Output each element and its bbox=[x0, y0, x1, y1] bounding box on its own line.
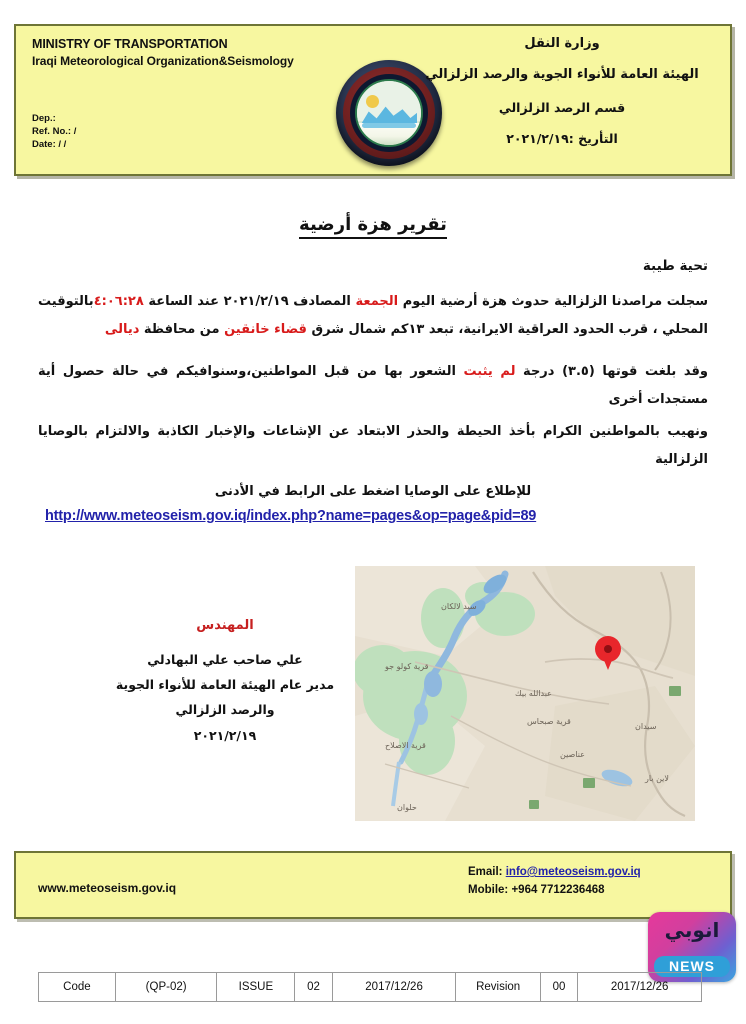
epicenter-map[interactable] bbox=[355, 566, 695, 821]
cell-revision-label: Revision bbox=[456, 973, 540, 1002]
table-row bbox=[39, 973, 702, 1002]
cell-code-label: Code bbox=[39, 973, 116, 1002]
department-name-ar: قسم الرصد الزلزالي bbox=[498, 100, 626, 115]
organization-name-ar: الهيئة العامة للأنواء الجوية والرصد الزلزالي bbox=[425, 67, 699, 82]
cell-revision-number: 00 bbox=[540, 973, 577, 1002]
report-paragraph-magnitude bbox=[38, 358, 708, 414]
p1-weekday-highlight: الجمعة bbox=[355, 294, 399, 309]
p3-text-b: الشعور بها من قبل المواطنين،وسنوافيكم في حالة حصول أية مستجدات أخرى bbox=[38, 364, 708, 407]
signer-name: علي صاحب علي البهادلي bbox=[147, 652, 303, 667]
map-label: سيد لالكان bbox=[441, 602, 477, 611]
cell-issue-date: 2017/12/26 bbox=[332, 973, 456, 1002]
signer-role: المهندس bbox=[196, 618, 254, 633]
footer-mobile-label: Mobile: bbox=[468, 884, 512, 896]
document-control-table bbox=[38, 972, 702, 1002]
footer-email-row bbox=[468, 863, 641, 881]
page-title bbox=[0, 214, 746, 235]
signature-block bbox=[100, 618, 350, 743]
footer-contact-box bbox=[14, 851, 732, 919]
p2-text-b: من محافظة bbox=[139, 322, 225, 337]
ref-no-field: Ref. No.: / bbox=[32, 126, 77, 137]
p1-text-a: سجلت مراصدنا الزلزالية حدوث هزة أرضية اليوم bbox=[398, 294, 708, 309]
ministry-name-line: MINISTRY OF TRANSPORTATION bbox=[32, 37, 228, 51]
footer-mobile-row bbox=[468, 881, 641, 899]
guidance-link[interactable]: http://www.meteoseism.gov.iq/index.php?name=pages&op=page&pid=89 bbox=[45, 508, 537, 524]
map-pin-dot bbox=[604, 645, 612, 653]
report-paragraph-event bbox=[38, 288, 708, 344]
p2-governorate-highlight: ديالى bbox=[104, 322, 140, 337]
ministry-heading-ar bbox=[412, 36, 712, 146]
organization-name-line: Iraqi Meteorological Organization&Seismology bbox=[32, 54, 294, 68]
footer-contact-details bbox=[468, 863, 641, 899]
map-label: لاين بار bbox=[645, 774, 669, 783]
map-label: سيدان bbox=[635, 722, 657, 731]
map-pin-icon[interactable] bbox=[595, 636, 621, 670]
news-logo-arabic: انوبي bbox=[664, 918, 720, 942]
cell-issue-label: ISSUE bbox=[217, 973, 295, 1002]
p2-district-highlight: قضاء خانقين bbox=[224, 322, 307, 337]
date-field: Date: / / bbox=[32, 139, 67, 150]
seal-sun-icon bbox=[366, 95, 379, 108]
map-pin-tail bbox=[601, 653, 615, 670]
cell-issue-number: 02 bbox=[295, 973, 332, 1002]
map-label: عناصين bbox=[560, 750, 585, 759]
report-paragraph-link-prompt: للإطلاع على الوصايا اضغط على الرابط في الأدنى bbox=[214, 484, 532, 499]
footer-email-link[interactable]: info@meteoseism.gov.iq bbox=[505, 866, 641, 878]
ministry-heading-en bbox=[32, 36, 294, 70]
cell-revision-date: 2017/12/26 bbox=[578, 973, 702, 1002]
report-paragraph-advisory: ونهيب بالمواطنين الكرام بأخذ الحيطة والحذر الابتعاد عن الإشاعات والإخبار الكاذبة والالتزام بالوصايا الزلزالية bbox=[38, 424, 708, 467]
page-title-text: تقرير هزة أرضية bbox=[299, 214, 447, 239]
cell-code-value: (QP-02) bbox=[115, 973, 217, 1002]
p3-felt-highlight: لم يثبت bbox=[463, 364, 516, 379]
letterhead-box bbox=[14, 24, 732, 176]
p1-text-b: المصادف ٢٠٢١/٢/١٩ عند الساعة bbox=[143, 294, 356, 309]
footer-mobile-value: +964 7712236468 bbox=[511, 884, 605, 896]
signature-date: ٢٠٢١/٢/١٩ bbox=[193, 728, 257, 743]
p2-text-a: بالتوقيت المحلي ، قرب الحدود العراقية الايرانية، تبعد ١٣كم شمال شرق bbox=[38, 294, 708, 337]
map-label: قرية الاصلاح bbox=[385, 741, 426, 750]
footer-website[interactable]: www.meteoseism.gov.iq bbox=[38, 881, 177, 895]
letterhead-date-ar: التأريخ :٢٠٢١/٢/١٩ bbox=[506, 131, 618, 146]
p1-time-highlight: ٤:٠٦:٢٨ bbox=[93, 294, 144, 309]
greeting-line: تحية طيبة bbox=[642, 258, 708, 274]
map-label: قرية صبحاس bbox=[527, 717, 571, 726]
p3-text-a: وقد بلغت قوتها (٣.٥) درجة bbox=[515, 364, 708, 379]
map-label: عبدالله بيك bbox=[515, 689, 552, 698]
news-logo-band: NEWS bbox=[654, 956, 730, 977]
signer-title-line2: والرصد الزلزالي bbox=[175, 702, 275, 717]
dep-field: Dep.: bbox=[32, 113, 56, 124]
ministry-name-ar: وزارة النقل bbox=[524, 36, 600, 51]
map-label: حلوان bbox=[397, 803, 417, 812]
signer-title-line1: مدير عام الهيئة العامة للأنواء الجوية bbox=[115, 677, 335, 692]
seal-wave-icon bbox=[362, 123, 416, 128]
letterhead-fields bbox=[32, 112, 76, 151]
footer-email-label: Email: bbox=[468, 866, 506, 878]
map-label: قرية كولو جو bbox=[385, 662, 429, 671]
